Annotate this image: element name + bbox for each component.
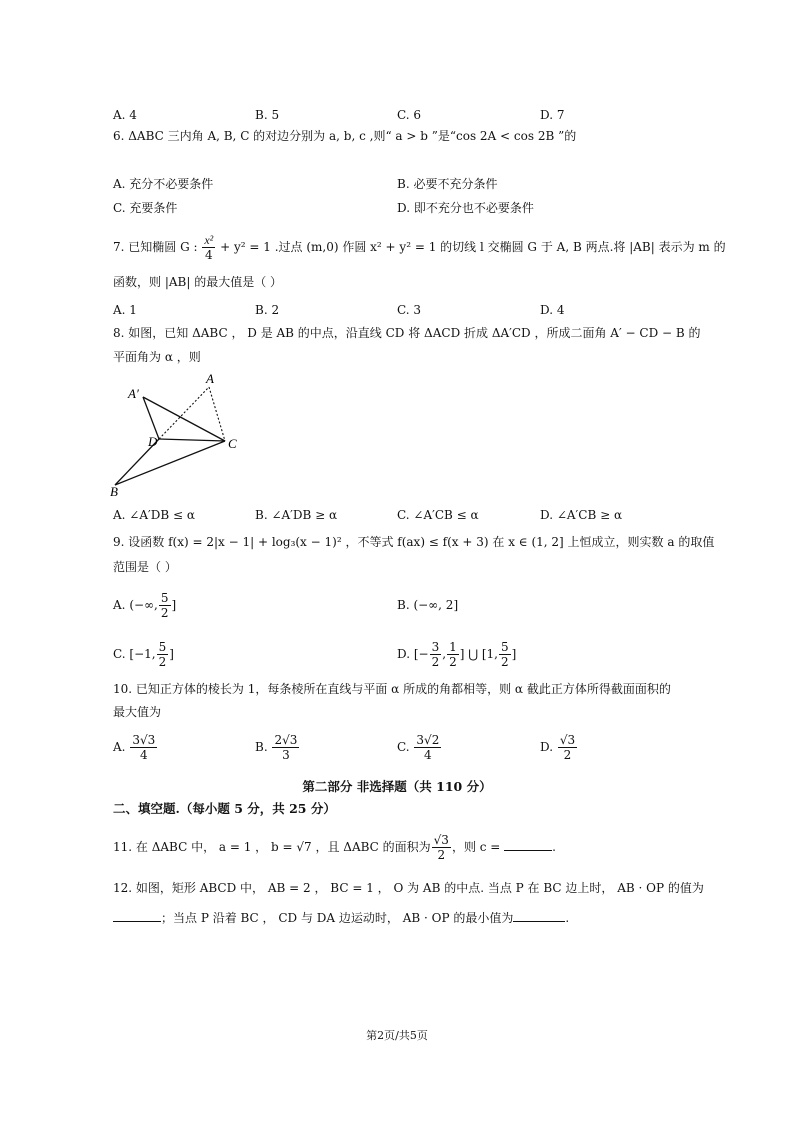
label-a: A: [206, 371, 214, 386]
q9-option-a-right: ]: [171, 598, 177, 612]
q7-line-2: 函数，则 |AB| 的最大值是（ ）: [113, 275, 283, 289]
q10-line-1: 10. 已知正方体的棱长为 1，每条棱所在直线与平面 α 所成的角都相等，则 α 截此正方体所得截面面积的: [113, 682, 671, 696]
q12-answer-blank-1[interactable]: [113, 909, 161, 922]
q8-figure: [105, 368, 255, 500]
edge-a-c-dashed: [209, 387, 225, 441]
q6-option-c: C. 充要条件: [113, 201, 178, 215]
q10-option-b-label: B.: [255, 740, 268, 754]
q5-option-a: A. 4: [113, 108, 137, 122]
q9-option-d-right: ]: [511, 647, 517, 661]
q7-option-c: C. 3: [397, 303, 422, 317]
q10-option-d-frac: [558, 733, 577, 762]
q10-option-b-den: 3: [282, 748, 290, 762]
q7-option-b: B. 2: [255, 303, 280, 317]
q10-option-a-frac: [130, 733, 157, 762]
q10-line-2: 最大值为: [113, 705, 162, 719]
q9-option-d-mid: ,: [442, 647, 447, 661]
q10-option-d-num: √3: [559, 733, 576, 747]
q9-option-d-union: ] ⋃ [1,: [459, 647, 498, 661]
q9-option-d-den-2: 2: [449, 655, 457, 669]
q11-frac-den: 2: [437, 848, 446, 862]
q6-option-d: D. 即不充分也不必要条件: [397, 201, 534, 215]
q10-option-a-den: 4: [139, 748, 148, 762]
q10-option-b-frac: [272, 733, 299, 762]
q10-option-c-num: 3√2: [416, 733, 440, 747]
q11-prefix: 11. 在 ΔABC 中， a = 1 ， b = √7 ，且 ΔABC 的面积为: [113, 840, 431, 854]
q7-frac-den: 4: [205, 248, 213, 262]
label-d: D: [148, 434, 158, 449]
section2-title: 二、填空题.（每小题 5 分，共 25 分）: [113, 801, 336, 816]
q7-fraction: [202, 233, 215, 262]
q9-option-c-frac: [157, 640, 169, 669]
label-c: C: [228, 436, 237, 451]
q11-line: [113, 832, 556, 862]
q6-option-a: A. 充分不必要条件: [113, 177, 214, 191]
q5-option-c: C. 6: [397, 108, 422, 122]
page-footer: 第2页/共5页: [366, 1029, 428, 1042]
q9-option-d-frac-1: [430, 640, 442, 669]
edge-b-c: [115, 441, 225, 485]
q8-option-a: A. ∠A′DB ≤ α: [113, 508, 195, 522]
q9-option-d-den-1: 2: [431, 655, 440, 669]
q9-option-c-left: [−1,: [129, 647, 156, 661]
q7-option-d: D. 4: [540, 303, 565, 317]
q7-line-1: [113, 232, 726, 262]
q9-option-a: [113, 588, 176, 622]
edge-a-prime-d: [143, 397, 159, 439]
q5-option-d: D. 7: [540, 108, 565, 122]
q12-line-1: 12. 如图，矩形 ABCD 中， AB = 2 ， BC = 1 ， O 为 AB 的中点. 当点 P 在 BC 边上时， AB · OP 的值为: [113, 881, 704, 895]
q9-option-a-label: A.: [113, 598, 126, 612]
q6-stem: 6. ΔABC 三内角 A, B, C 的对边分别为 a, b, c ,则“ a > b ”是“cos 2A < cos 2B ”的: [113, 129, 577, 143]
q12-line-2: [113, 909, 569, 926]
q8-line-2: 平面角为 α ，则: [113, 350, 201, 364]
q9-line-1: 9. 设函数 f(x) = 2|x − 1| + log₃(x − 1)² ，不等式 f(ax) ≤ f(x + 3) 在 x ∈ (1, 2] 上恒成立，则实数 a 的取值: [113, 535, 715, 549]
q10-option-b-num: 2√3: [274, 733, 298, 747]
q9-option-d-frac-2: [447, 640, 459, 669]
q10-option-b: [255, 730, 300, 764]
q10-option-d: [540, 730, 578, 764]
q9-option-d-num-1: 3: [431, 640, 440, 654]
q6-option-b: B. 必要不充分条件: [397, 177, 498, 191]
q9-option-b: B. (−∞, 2]: [397, 598, 459, 612]
q11-fraction: [432, 833, 451, 862]
q10-option-c-den: 4: [424, 748, 432, 762]
q9-option-d-frac-3: [499, 640, 511, 669]
q9-option-a-frac: [159, 591, 171, 620]
q9-line-2: 范围是（ ）: [113, 560, 177, 574]
q10-option-a-num: 3√3: [132, 733, 156, 747]
q9-option-d-num-2: 1: [449, 640, 457, 654]
edge-d-a-dashed: [159, 387, 209, 439]
q10-option-d-den: 2: [563, 748, 572, 762]
q7-frac-num: x²: [204, 233, 214, 247]
q9-option-a-den: 2: [160, 606, 169, 620]
q8-line-1: 8. 如图，已知 ΔABC ， D 是 AB 的中点，沿直线 CD 将 ΔACD 折成 ΔA′CD ，所成二面角 A′ − CD − B 的: [113, 326, 701, 340]
q10-option-a-label: A.: [113, 740, 126, 754]
q9-option-a-left: (−∞,: [129, 598, 158, 612]
label-a-prime: A′: [128, 386, 139, 401]
q9-option-d-label: D.: [397, 647, 411, 661]
q9-option-c-label: C.: [113, 647, 126, 661]
q11-frac-num: √3: [433, 833, 449, 847]
q8-option-c: C. ∠A′CB ≤ α: [397, 508, 479, 522]
q9-option-d-den-3: 2: [501, 655, 509, 669]
q9-option-c: [113, 637, 174, 671]
q12-line-2-end: .: [565, 911, 570, 925]
q9-option-c-right: ]: [169, 647, 174, 661]
q11-suffix: ，则 c =: [451, 840, 501, 854]
q10-option-d-label: D.: [540, 740, 554, 754]
q12-line-2-text: ；当点 P 沿着 BC ， CD 与 DA 边运动时， AB · OP 的最小值为: [161, 911, 514, 925]
q12-answer-blank-2[interactable]: [513, 909, 565, 922]
q8-option-b: B. ∠A′DB ≥ α: [255, 508, 338, 522]
q11-answer-blank[interactable]: [504, 838, 552, 851]
q10-option-c-frac: [414, 733, 441, 762]
q9-option-d-left: [−: [413, 647, 429, 661]
q10-option-c-label: C.: [397, 740, 410, 754]
q9-option-a-num: 5: [160, 591, 169, 605]
q10-option-c: [397, 730, 442, 764]
q11-end: .: [552, 840, 556, 854]
q9-option-d-num-3: 5: [501, 640, 509, 654]
q8-option-d: D. ∠A′CB ≥ α: [540, 508, 623, 522]
q7-prefix: 7. 已知椭圆 G :: [113, 240, 198, 254]
q7-suffix: + y² = 1 .过点 (m,0) 作圆 x² + y² = 1 的切线 l 交椭圆 G 于 A, B 两点.将 |AB| 表示为 m 的: [220, 240, 726, 254]
q9-option-d: [397, 637, 516, 671]
q9-option-c-num: 5: [158, 640, 167, 654]
label-b: B: [110, 484, 118, 499]
edge-d-c: [159, 439, 225, 441]
q5-option-b: B. 5: [255, 108, 280, 122]
part2-title: 第二部分 非选择题（共 110 分）: [302, 779, 492, 794]
q7-option-a: A. 1: [113, 303, 137, 317]
q9-option-c-den: 2: [158, 655, 167, 669]
q10-option-a: [113, 730, 158, 764]
